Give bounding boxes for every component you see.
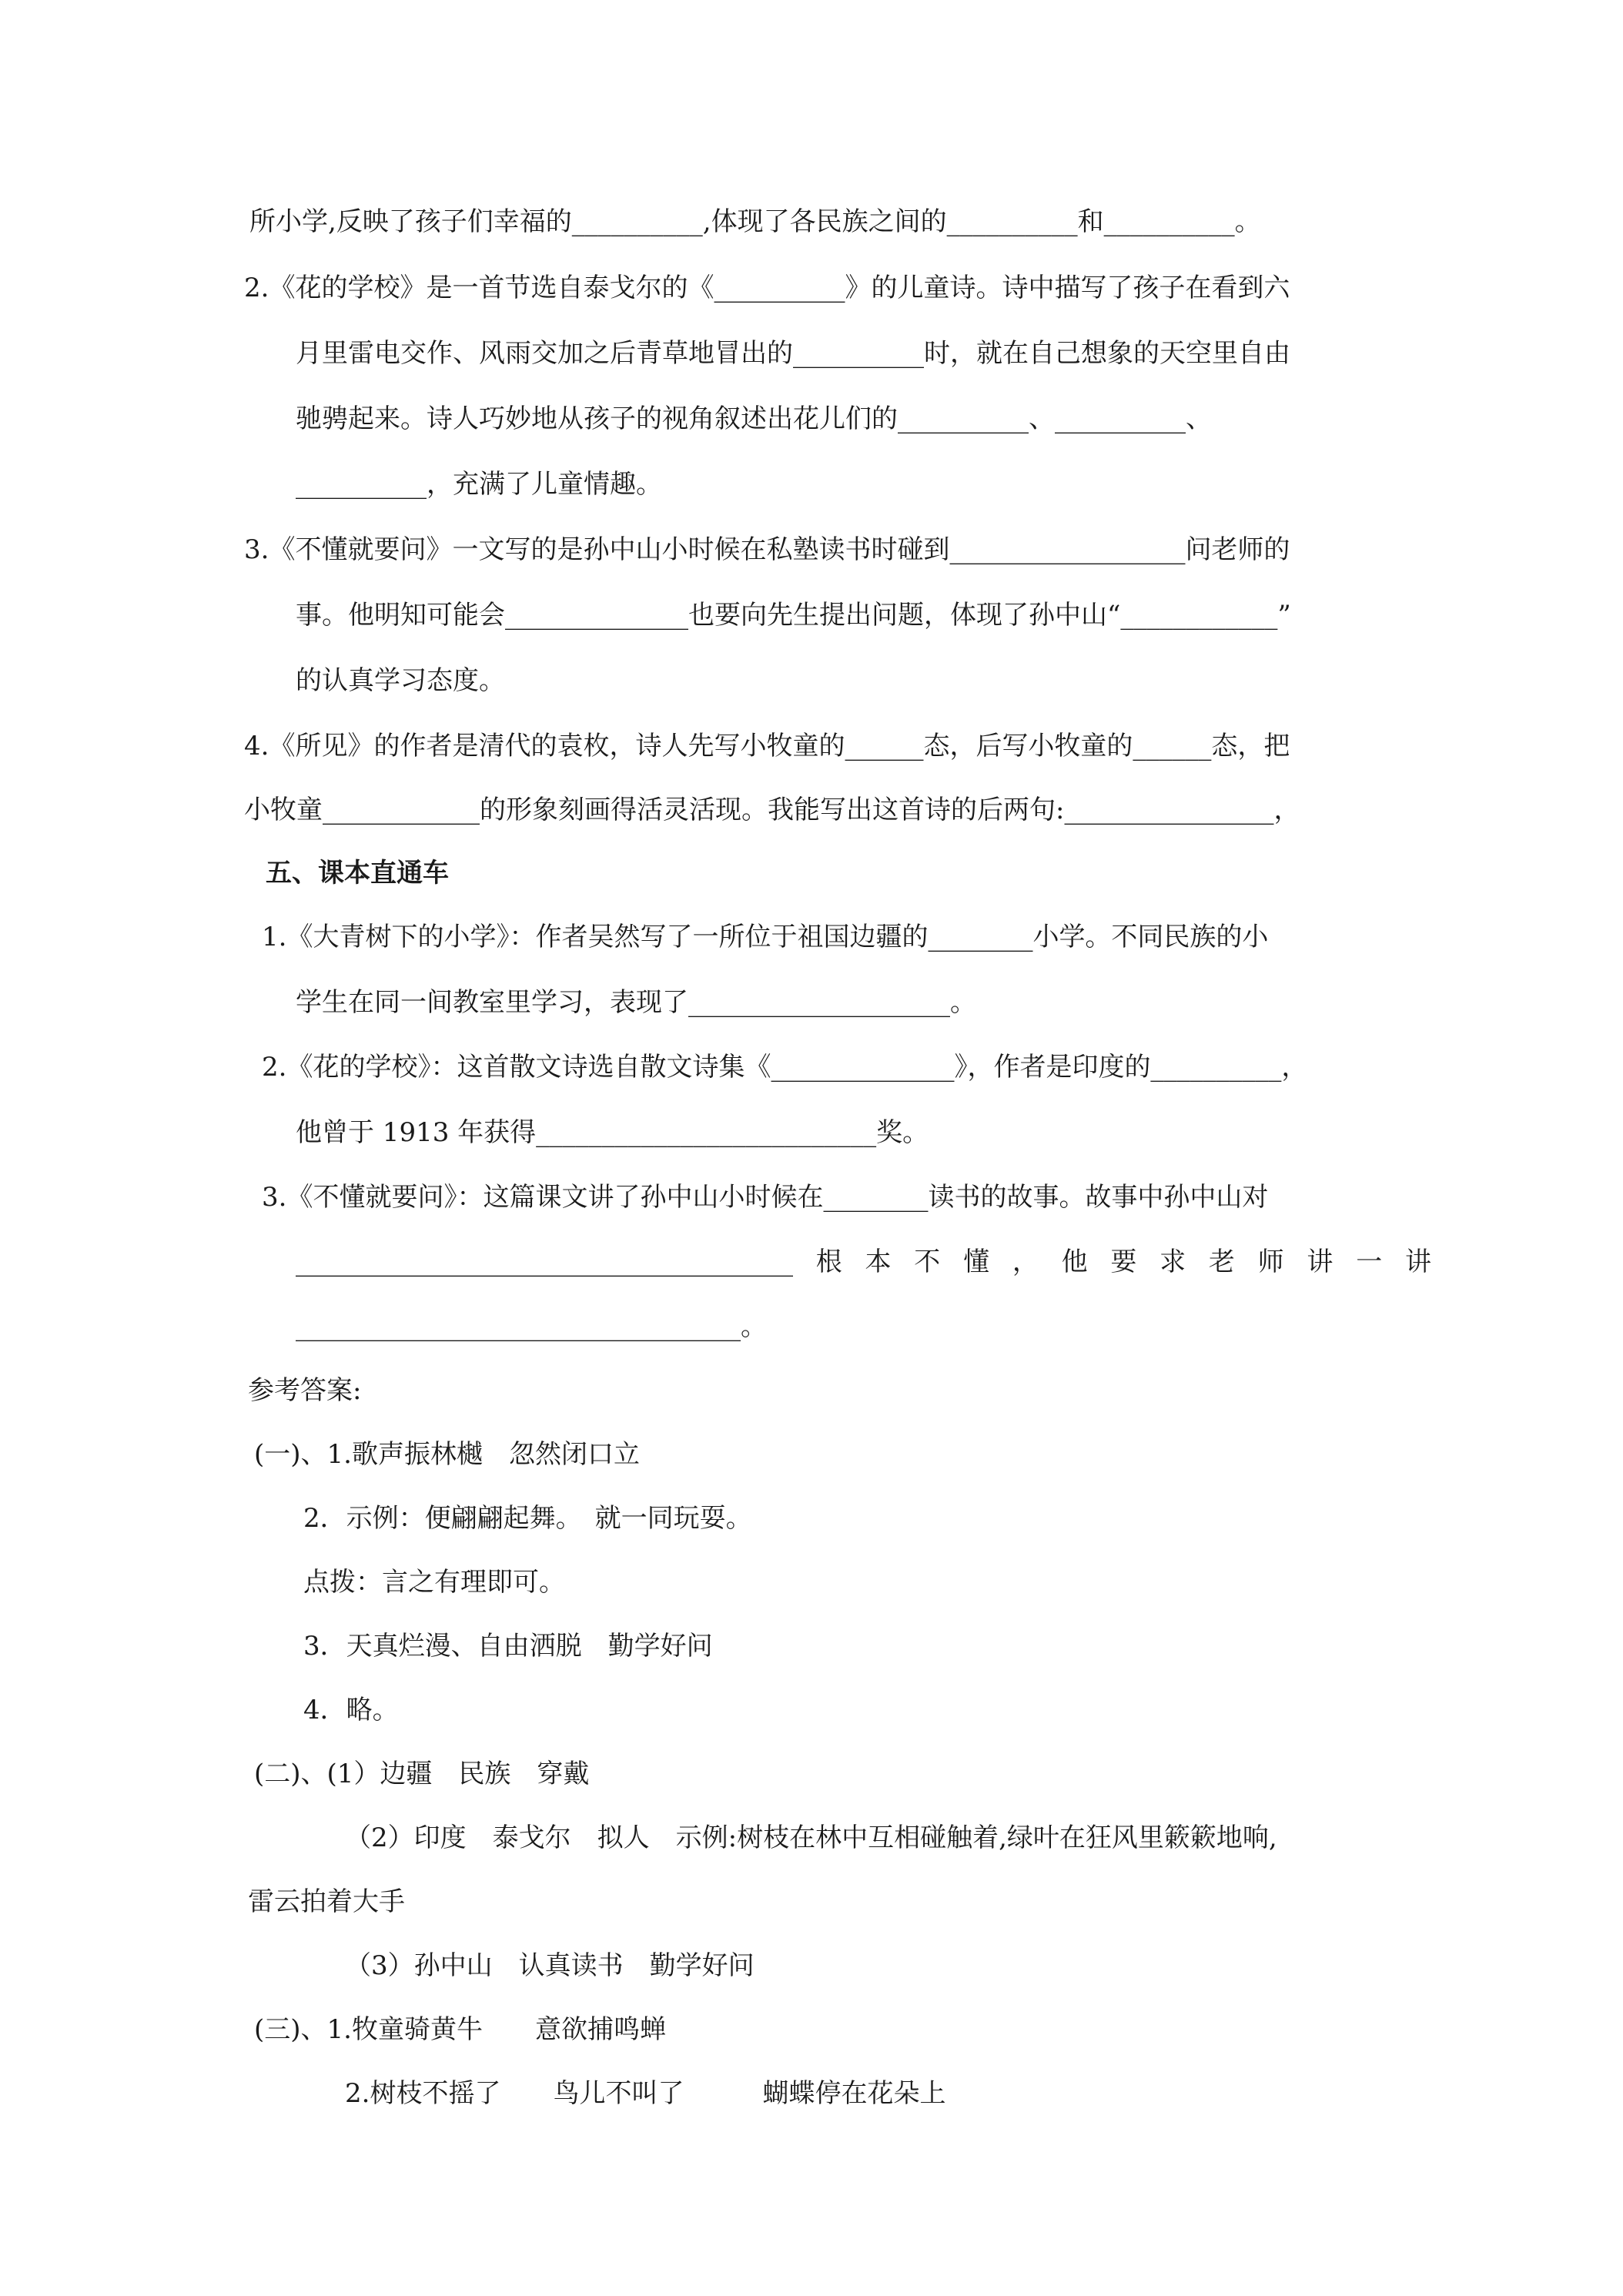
section-5-item-3-line-3: __________________________________。: [296, 1311, 767, 1342]
section-5-item-2-line-2: 他曾于 1913 年获得__________________________奖。: [296, 1117, 929, 1148]
word: 他: [1061, 1247, 1088, 1277]
answers-part1-line1: (一)、1.歌声振林樾 忽然闭口立: [254, 1439, 640, 1470]
word: 老: [1208, 1247, 1235, 1277]
exercise-4-item-2-line-4: __________，充满了儿童情趣。: [296, 469, 662, 500]
answers-part2-line2: （2）印度 泰戈尔 拟人 示例:树枝在林中互相碰触着,绿叶在狂风里簌簌地响,: [345, 1822, 1277, 1853]
exercise-4-item-4-line-2: 小牧童____________的形象刻画得活灵活现。我能写出这首诗的后两句:________________，: [244, 795, 1300, 825]
section-5-item-1-line-1: 1.《大青树下的小学》：作者吴然写了一所位于祖国边疆的________小学。不同民族的小: [262, 922, 1269, 952]
exercise-4-item-2-line-1: 2.《花的学校》是一首节选自泰戈尔的《__________》的儿童诗。诗中描写了孩子在看到六: [244, 273, 1290, 303]
section-5-heading: 五、课本直通车: [266, 858, 449, 889]
answers-part1-line2: 2．示例：便翩翩起舞。 就一同玩耍。: [303, 1503, 752, 1534]
word: ，: [1012, 1247, 1039, 1277]
word: 不: [914, 1247, 941, 1277]
exercise-4-item-1-continuation: 所小学,反映了孩子们幸福的__________,体现了各民族之间的__________和__________。: [249, 206, 1261, 237]
exercise-4-item-2-line-3: 驰骋起来。诗人巧妙地从孩子的视角叙述出花儿们的__________、__________、: [296, 403, 1212, 434]
answers-part2-line4: （3）孙中山 认真读书 勤学好问: [345, 1950, 755, 1981]
word: 一: [1356, 1247, 1383, 1277]
section-5-item-3-line-2: [296, 1245, 1431, 1279]
exercise-4-item-3-line-3: 的认真学习态度。: [296, 665, 505, 696]
answers-part2-line1: (二)、(1）边疆 民族 穿戴: [254, 1759, 590, 1789]
answers-part1-line3: 点拨：言之有理即可。: [303, 1567, 565, 1598]
answers-part1-line5: 4．略。: [303, 1695, 399, 1725]
word: 懂: [963, 1247, 990, 1277]
exercise-4-item-3-line-2: 事。他明知可能会______________也要向先生提出问题，体现了孙中山“____________”: [296, 600, 1291, 631]
section-5-item-2-line-1: 2.《花的学校》：这首散文诗选自散文诗集《______________》，作者是印度的__________，: [262, 1052, 1308, 1083]
word: 讲: [1404, 1247, 1431, 1277]
answers-heading: 参考答案:: [248, 1375, 362, 1406]
word: 师: [1257, 1247, 1284, 1277]
word: 讲: [1307, 1247, 1334, 1277]
answers-part1-line4: 3．天真烂漫、自由洒脱 勤学好问: [303, 1631, 713, 1662]
answers-part2-line3: 雷云拍着大手: [248, 1886, 405, 1917]
answers-part3-line1: (三)、1.牧童骑黄牛 意欲捕鸣蝉: [254, 2014, 666, 2045]
word: 本: [865, 1247, 892, 1277]
section-5-item-3-line-1: 3.《不懂就要问》：这篇课文讲了孙中山小时候在________读书的故事。故事中孙中山对: [262, 1182, 1269, 1213]
answer-blank: ______________________________________: [296, 1247, 793, 1277]
section-5-item-1-line-2: 学生在同一间教室里学习，表现了____________________。: [296, 987, 976, 1018]
exercise-4-item-2-line-2: 月里雷电交作、风雨交加之后青草地冒出的__________时，就在自己想象的天空里自由: [296, 338, 1290, 369]
word: 根: [815, 1247, 842, 1277]
exercise-4-item-4-line-1: 4.《所见》的作者是清代的袁枚，诗人先写小牧童的______态，后写小牧童的______态，把: [244, 731, 1290, 761]
word: 要: [1110, 1247, 1137, 1277]
answers-part3-line2: 2.树枝不摇了 鸟儿不叫了 蝴蝶停在花朵上: [345, 2078, 946, 2109]
word: 求: [1160, 1247, 1186, 1277]
exercise-4-item-3-line-1: 3.《不懂就要问》一文写的是孙中山小时候在私塾读书时碰到__________________问老师的: [244, 534, 1290, 565]
